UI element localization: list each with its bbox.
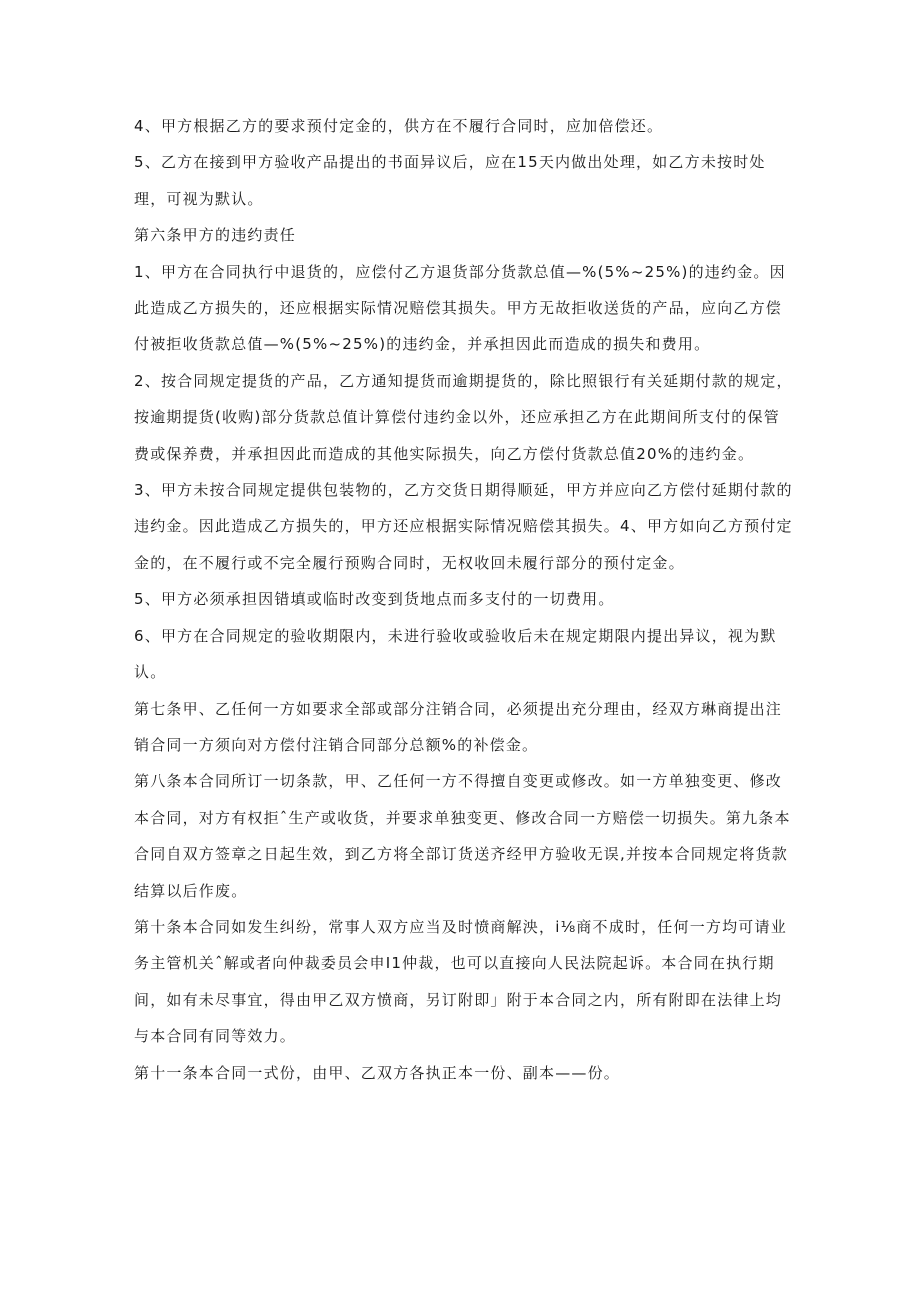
clause-paragraph: 3、甲方未按合同规定提供包装物的，乙方交货日期得顺延，甲方并应向乙方偿付延期付款的违约金。因此造成乙方损失的，甲方还应根据实际情况赔偿其损失。4、甲方如向乙方预付定金的，在不履行或不完全履行预购合同时，无权收回未履行部分的预付定金。 xyxy=(134,481,793,572)
article-heading: 第六条甲方的违约责任 xyxy=(134,226,297,245)
document-body xyxy=(134,108,794,1091)
article-paragraph: 第十条本合同如发生纠纷，常事人双方应当及时愤商解泱，i⅛商不成时，任何一方均可请业务主管机关ˆ解或者向仲裁委员会申I1仲裁，也可以直接向人民法院起诉。本合同在执行期间，如有未尽事宜，得由甲乙双方愤商，另订附即」附于本合同之内，所有附即在法律上均与本合同有同等效力。 xyxy=(134,917,787,1046)
clause-paragraph: 1、甲方在合同执行中退货的，应偿付乙方退货部分货款总值—%(5%~25%)的违约金。因此造成乙方损失的，还应根据实际情况赔偿其损失。甲方无故拒收送货的产品，应向乙方偿付被拒收货款总值—%(5%~25%)的违约金，并承担因此而造成的损失和费用。 xyxy=(134,262,786,354)
article-paragraph: 第八条本合同所订一切条款，甲、乙任何一方不得擅自变更或修改。如一方单独变更、修改本合同，对方有权拒ˆ生产或收货，并要求单独变更、修改合同一方赔偿一切损失。第九条本合同自双方签章之日起生效，到乙方将全部订货送齐经甲方验收无误,并按本合同规定将货款结算以后作废。 xyxy=(134,772,791,900)
clause-paragraph: 5、甲方必须承担因错填或临时改变到货地点而多支付的一切费用。 xyxy=(134,590,615,609)
clause-paragraph: 2、按合同规定提货的产品，乙方通知提货而逾期提货的，除比照银行有关延期付款的规定，按逾期提货(收购)部分货款总值计算偿付违约金以外，还应承担乙方在此期间所支付的保管费或保养费，并承担因此而造成的其他实际损失，向乙方偿付货款总值20%的违约金。 xyxy=(134,371,793,463)
clause-paragraph: 6、甲方在合同规定的验收期限内，未进行验收或验收后未在规定期限内提出异议，视为默认。 xyxy=(134,626,777,682)
clause-paragraph: 4、甲方根据乙方的要求预付定金的，供方在不履行合同时，应加倍偿还。 xyxy=(134,117,664,135)
article-paragraph: 第十一条本合同一式份，由甲、乙双方各执正本一份、副本——份。 xyxy=(134,1063,621,1082)
clause-paragraph: 5、乙方在接到甲方验收产品提出的书面异议后，应在15天内做出处理，如乙方未按时处理，可视为默认。 xyxy=(134,153,766,208)
article-paragraph: 第七条甲、乙任何一方如要求全部或部分注销合同，必须提出充分理由，经双方琳商提出注销合同一方须向对方偿付注销合同部分总额%的补偿金。 xyxy=(134,699,783,754)
